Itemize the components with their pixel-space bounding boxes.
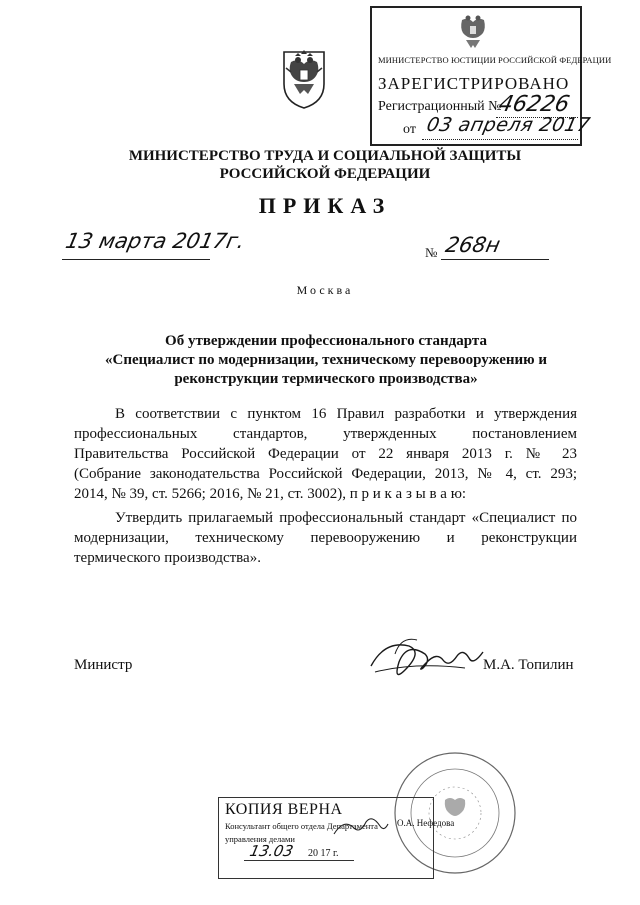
body-line: В соответствии с пунктом 16 Правил разработки и утверждения bbox=[115, 406, 577, 422]
handwritten-signature bbox=[365, 632, 490, 690]
body-line: (Собрание законодательства Российской Федерации, 2013, № 4, ст. 293; bbox=[74, 466, 577, 482]
ministry-header-line1: МИНИСТЕРСТВО ТРУДА И СОЦИАЛЬНОЙ ЗАЩИТЫ bbox=[128, 148, 522, 164]
stamp-number: 46226 bbox=[496, 92, 572, 117]
stamp-date: 03 апреля 2017 bbox=[424, 114, 593, 136]
order-number-underline bbox=[441, 259, 549, 260]
stamp-date-label: от bbox=[403, 122, 416, 137]
subject-line1: Об утверждении профессионального стандарта bbox=[165, 333, 487, 349]
order-number-sign: № bbox=[425, 245, 438, 260]
copy-stamp-position-line1: Консультант общего отдела Департамента bbox=[225, 821, 378, 831]
body-paragraph-1 bbox=[74, 404, 577, 504]
order-number: 268н bbox=[443, 233, 503, 257]
stamp-number-label: Регистрационный № bbox=[378, 99, 502, 114]
order-title: ПРИКАЗ bbox=[258, 193, 392, 218]
order-subject bbox=[76, 332, 576, 389]
body-paragraph-2 bbox=[74, 508, 577, 568]
city: Москва bbox=[296, 283, 354, 297]
stamp-emblem-icon bbox=[454, 10, 492, 54]
stamp-ministry: МИНИСТЕРСТВО ЮСТИЦИИ РОССИЙСКОЙ ФЕДЕРАЦИИ bbox=[378, 55, 612, 65]
subject-line2: «Специалист по модернизации, техническому перевооружению и bbox=[104, 352, 547, 368]
copy-stamp-title: КОПИЯ ВЕРНА bbox=[225, 801, 343, 818]
signatory-name: М.А. Топилин bbox=[483, 657, 574, 673]
order-date: 13 марта 2017г. bbox=[63, 229, 247, 253]
stamp-registered-title: ЗАРЕГИСТРИРОВАНО bbox=[378, 74, 570, 93]
copy-stamp-name: О.А. Нефедова bbox=[397, 818, 455, 828]
body-line: профессиональных стандартов, утвержденных постановлением bbox=[74, 426, 577, 442]
ministry-header-line2: РОССИЙСКОЙ ФЕДЕРАЦИИ bbox=[219, 166, 431, 182]
subject-line3: реконструкции термического производства» bbox=[174, 371, 478, 387]
body-line: термического производства». bbox=[74, 550, 261, 566]
copy-stamp-year: 20 17 г. bbox=[308, 848, 339, 859]
body-line: 2014, № 39, ст. 5266; 2016, № 21, ст. 3002), п р и к а з ы в а ю: bbox=[74, 486, 467, 502]
copy-stamp-signature bbox=[330, 812, 390, 842]
body-line: модернизации, техническому перевооружению и реконструкции bbox=[74, 530, 577, 546]
coat-of-arms-icon bbox=[280, 48, 328, 110]
stamp-date-underline bbox=[422, 139, 578, 140]
copy-stamp-position-line2: управления делами bbox=[225, 834, 295, 844]
order-date-underline bbox=[62, 259, 210, 260]
body-line: Утвердить прилагаемый профессиональный стандарт «Специалист по bbox=[115, 510, 577, 526]
signatory-position: Министр bbox=[74, 657, 133, 673]
copy-stamp-date-underline bbox=[244, 860, 354, 861]
body-line: Правительства Российской Федерации от 22 января 2013 г. № 23 bbox=[74, 446, 577, 462]
copy-stamp-date: 13.03 bbox=[248, 842, 295, 860]
